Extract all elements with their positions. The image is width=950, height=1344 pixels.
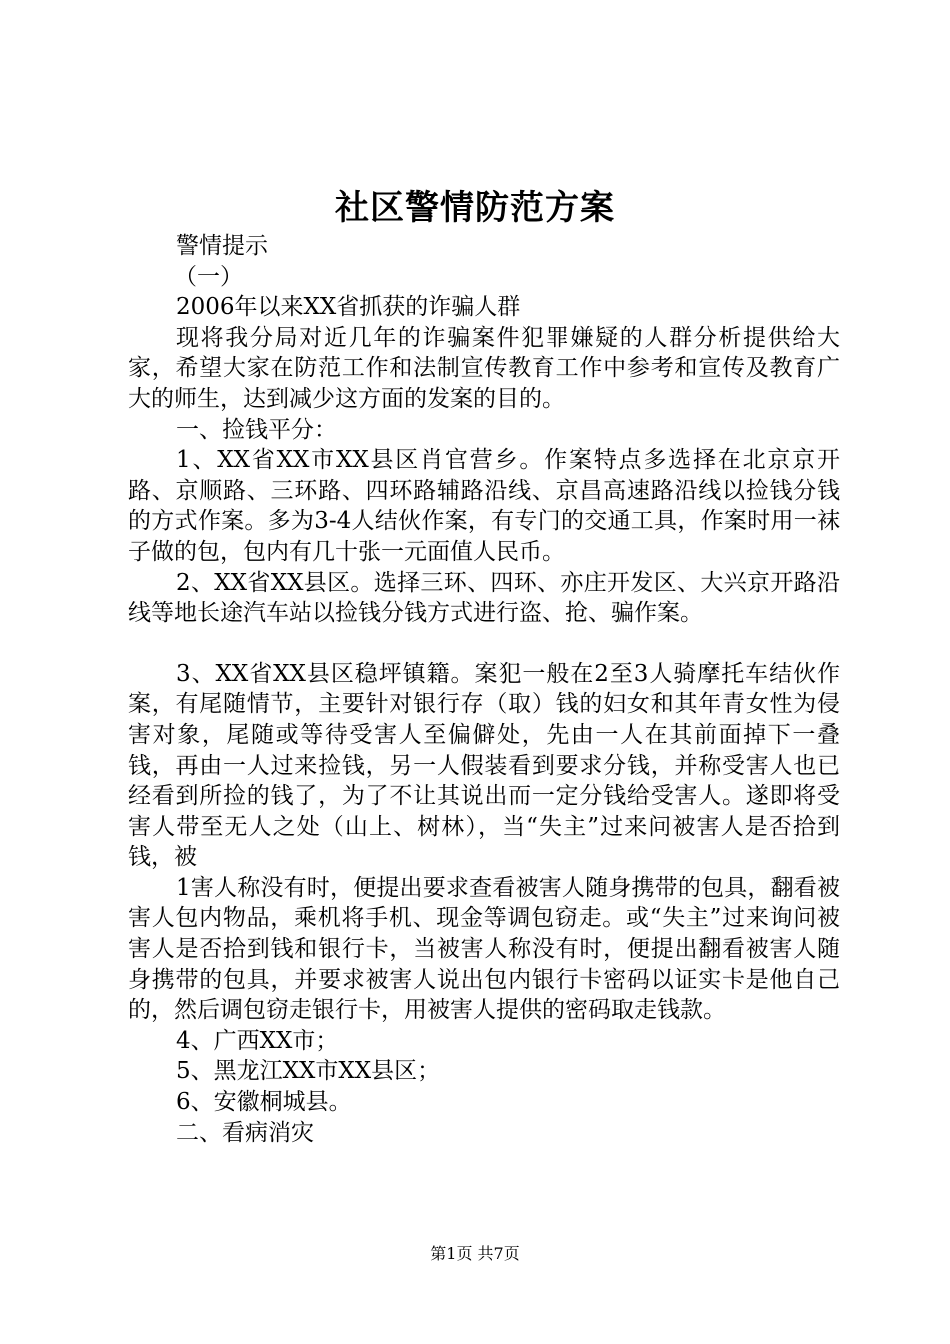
paragraph-section-one: （一） <box>174 263 243 290</box>
document-title: 社区警情防范方案 <box>335 188 615 228</box>
paragraph-spacer <box>128 629 840 659</box>
document-body <box>128 231 840 1148</box>
paragraph-item-3-continued: 1害人称没有时，便提出要求查看被害人随身携带的包具，翻看被害人包内物品，乘机将手机、现金等调包窃走。或“失主”过来询问被害人是否拾到钱和银行卡，当被害人称没有时，便提出翻看被害人随身携带的包具，并要求被害人说出包内银行卡密码以证实卡是他自己的，然后调包窃走银行卡，用被害人提供的密码取走钱款。 <box>128 874 840 1024</box>
paragraph-item-3: 3、XX省XX县区稳坪镇籍。案犯一般在2至3人骑摩托车结伙作案，有尾随情节，主要针对银行存（取）钱的妇女和其年青女性为侵害对象，尾随或等待受害人至偏僻处，先由一人在其前面掉下一叠钱，再由一人过来捡钱，另一人假装看到要求分钱，并称受害人也已经看到所捡的钱了，为了不让其说出而一定分钱给受害人。遂即将受害人带至无人之处（山上、树林），当“失主”过来问被害人是否拾到钱，被 <box>128 660 840 871</box>
paragraph-heading-two: 二、看病消灾 <box>176 1119 314 1146</box>
paragraph-item-1: 1、XX省XX市XX县区肖官营乡。作案特点多选择在北京京开路、京顺路、三环路、四环路辅路沿线、京昌高速路沿线以捡钱分钱的方式作案。多为3-4人结伙作案，有专门的交通工具，作案时用一袜子做的包，包内有几十张一元面值人民币。 <box>128 447 840 565</box>
paragraph-subtitle: 2006年以来XX省抓获的诈骗人群 <box>176 294 521 321</box>
paragraph-item-2: 2、XX省XX县区。选择三环、四环、亦庄开发区、大兴京开路沿线等地长途汽车站以捡钱分钱方式进行盗、抢、骗作案。 <box>128 569 840 627</box>
paragraph-item-4: 4、广西XX市； <box>176 1027 339 1054</box>
paragraph-intro: 现将我分局对近几年的诈骗案件犯罪嫌疑的人群分析提供给大家，希望大家在防范工作和法制宣传教育工作中参考和宣传及教育广大的师生，达到减少这方面的发案的目的。 <box>128 324 840 412</box>
paragraph-alert-heading: 警情提示 <box>176 233 268 259</box>
paragraph-item-5: 5、黑龙江XX市XX县区； <box>176 1058 441 1085</box>
paragraph-item-6: 6、安徽桐城县。 <box>176 1089 352 1116</box>
paragraph-heading-pick-money: 一、捡钱平分： <box>176 416 337 443</box>
page-number-footer: 第1页 共7页 <box>430 1244 520 1263</box>
